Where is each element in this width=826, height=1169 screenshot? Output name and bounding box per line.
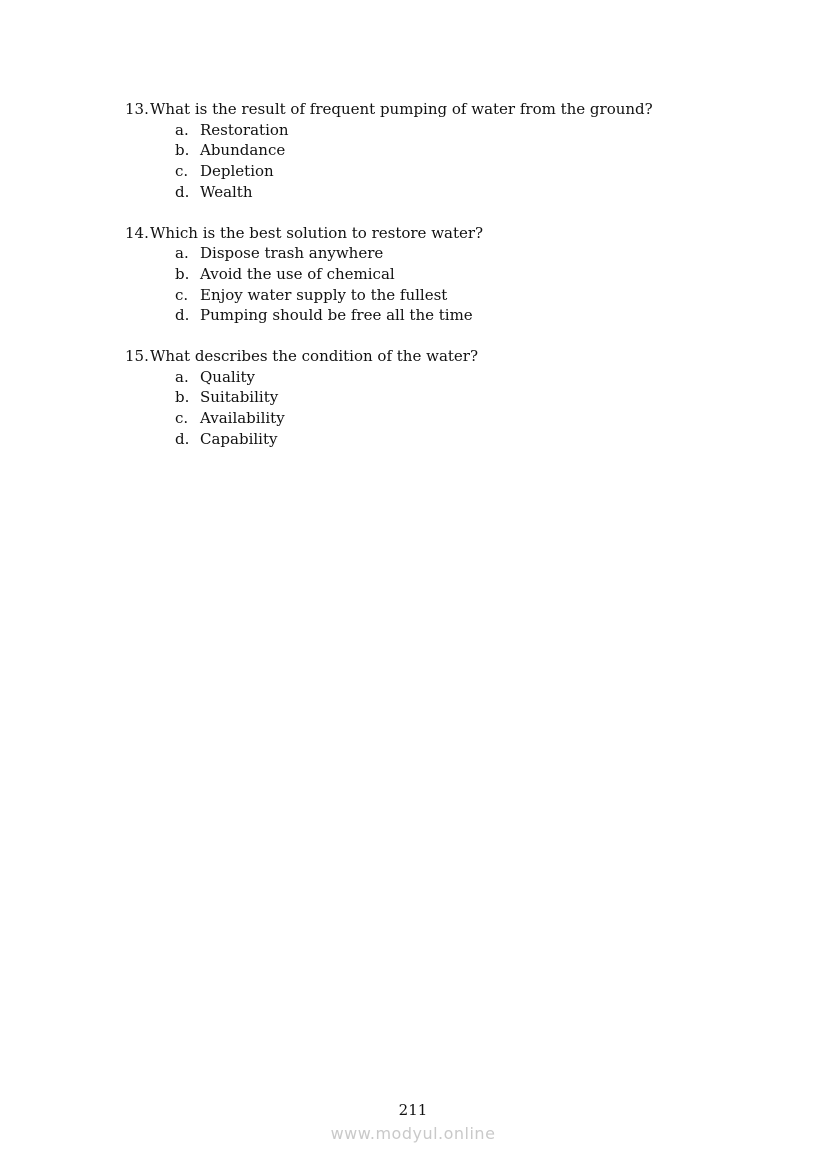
question-list: [125, 99, 745, 470]
option-letter: d.: [175, 306, 190, 325]
option-a: [175, 367, 745, 388]
question-number: 13.: [125, 100, 149, 118]
option-list: [175, 120, 745, 203]
question-stem: [125, 346, 745, 367]
question-stem: [125, 223, 745, 244]
watermark-text: www.modyul.online: [330, 1124, 496, 1143]
option-a: [175, 120, 745, 141]
option-list: [175, 367, 745, 450]
option-letter: b.: [175, 141, 190, 160]
option-letter: a.: [175, 367, 189, 386]
option-b: [175, 264, 745, 285]
option-b: [175, 387, 745, 408]
option-b: [175, 140, 745, 161]
option-text: Restoration: [200, 120, 289, 139]
option-text: Capability: [200, 429, 278, 448]
option-letter: c.: [175, 409, 189, 428]
question-text: Which is the best solution to restore water?: [150, 223, 484, 242]
option-text: Dispose trash anywhere: [200, 244, 384, 263]
option-c: [175, 285, 745, 306]
option-c: [175, 161, 745, 182]
option-d: [175, 182, 745, 203]
option-text: Enjoy water supply to the fullest: [200, 285, 448, 304]
option-text: Availability: [200, 409, 285, 428]
option-text: Depletion: [200, 162, 274, 181]
question-number: 15.: [125, 347, 149, 366]
question-number: 14.: [125, 223, 149, 242]
option-letter: b.: [175, 264, 190, 283]
question-text: What is the result of frequent pumping of water from the ground?: [150, 100, 653, 118]
question-15: [125, 346, 745, 450]
option-letter: a.: [175, 120, 189, 139]
option-a: [175, 243, 745, 264]
option-letter: b.: [175, 388, 190, 407]
option-text: Suitability: [200, 388, 279, 407]
page-number: 211: [398, 1101, 428, 1119]
option-text: Avoid the use of chemical: [200, 264, 395, 283]
question-stem: [125, 99, 745, 120]
option-letter: c.: [175, 285, 189, 304]
option-text: Wealth: [200, 182, 253, 201]
option-text: Abundance: [200, 141, 286, 160]
option-d: [175, 429, 745, 450]
option-c: [175, 408, 745, 429]
option-text: Pumping should be free all the time: [200, 306, 473, 325]
option-letter: d.: [175, 182, 190, 201]
option-list: [175, 243, 745, 326]
option-letter: a.: [175, 244, 189, 263]
option-letter: d.: [175, 429, 190, 448]
question-text: What describes the condition of the water?: [150, 347, 479, 366]
option-d: [175, 305, 745, 326]
option-text: Quality: [200, 367, 255, 386]
option-letter: c.: [175, 162, 189, 181]
question-13: [125, 99, 745, 203]
question-14: [125, 223, 745, 327]
